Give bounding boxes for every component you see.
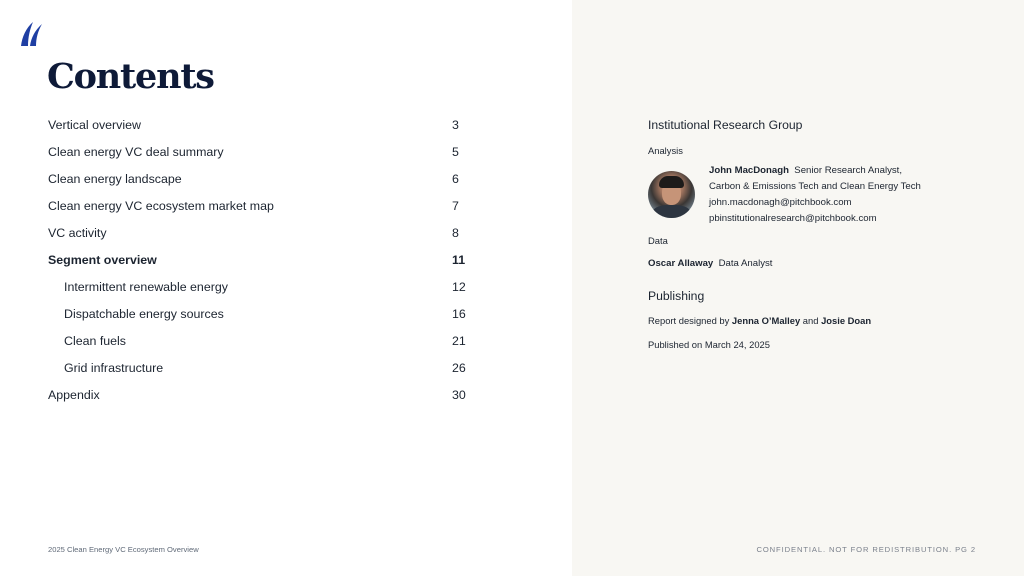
toc-item-vertical-overview[interactable] [48,116,478,143]
toc-label: Dispatchable energy sources [64,307,224,321]
footer-report-title: 2025 Clean Energy VC Ecosystem Overview [48,545,199,554]
analyst-avatar [648,171,695,218]
toc-label: Intermittent renewable energy [64,280,228,294]
toc-page-number: 16 [452,307,466,321]
toc-page-number: 3 [452,118,459,132]
team-email-link[interactable]: pbinstitutionalresearch@pitchbook.com [709,213,877,224]
analyst-title: Senior Research Analyst, [794,165,903,176]
toc-page-number: 30 [452,388,466,402]
credits-panel-background [572,0,1024,576]
toc-page-number: 11 [452,253,466,267]
toc-label: Grid infrastructure [64,361,164,375]
toc-item-landscape[interactable] [48,170,478,197]
toc-label: Clean energy VC ecosystem market map [48,199,274,213]
toc-item-grid-infrastructure[interactable] [48,359,478,386]
toc-page-number: 21 [452,334,466,348]
toc-page-number: 6 [452,172,459,186]
designed-by-and: and [802,315,819,326]
toc-label: Vertical overview [48,118,141,132]
toc-item-market-map[interactable] [48,197,478,224]
toc-item-clean-fuels[interactable] [48,332,478,359]
toc-item-deal-summary[interactable] [48,143,478,170]
toc-page-number: 5 [452,145,459,159]
analyst-focus: Carbon & Emissions Tech and Clean Energy Tech [709,181,921,192]
toc-page-number: 8 [452,226,459,240]
designed-by-line [648,315,871,326]
footer-confidential-notice: CONFIDENTIAL. NOT FOR REDISTRIBUTION. PG 2 [756,545,976,554]
toc-page-number: 12 [452,280,466,294]
analyst-name-line [709,163,921,179]
page-title: Contents [47,56,214,97]
publishing-title: Publishing [648,289,705,303]
toc-label: VC activity [48,226,107,240]
data-analyst-title: Data Analyst [718,258,773,269]
toc-item-intermittent-renewable[interactable] [48,278,478,305]
toc-item-dispatchable-energy[interactable] [48,305,478,332]
designer-name: Jenna O’Malley [731,315,801,326]
analyst-info [709,163,921,227]
toc-label: Clean energy VC deal summary [48,145,224,159]
data-analyst-line [648,258,772,269]
toc-label: Clean energy landscape [48,172,182,186]
toc-label: Clean fuels [64,334,126,348]
data-label: Data [648,235,668,246]
table-of-contents [48,116,478,413]
toc-page-number: 26 [452,361,466,375]
toc-label: Appendix [48,388,100,402]
designed-by-prefix: Report designed by [648,315,730,326]
toc-item-segment-overview[interactable] [48,251,478,278]
toc-page-number: 7 [452,199,459,213]
toc-label: Segment overview [48,253,157,267]
analyst-email-link[interactable]: john.macdonagh@pitchbook.com [709,197,852,208]
analysis-label: Analysis [648,145,683,156]
analyst-name: John MacDonagh [709,165,789,176]
designer-name: Josie Doan [821,315,872,326]
pitchbook-logo-icon [18,20,44,48]
toc-item-vc-activity[interactable] [48,224,478,251]
toc-item-appendix[interactable] [48,386,478,413]
research-group-title: Institutional Research Group [648,118,803,132]
published-date: Published on March 24, 2025 [648,339,770,350]
data-analyst-name: Oscar Allaway [648,258,714,269]
